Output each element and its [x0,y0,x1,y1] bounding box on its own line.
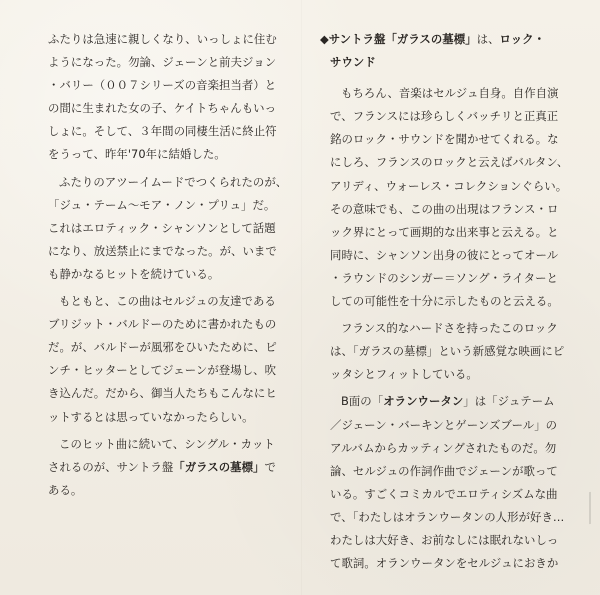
text-line [48,456,299,479]
text-line: ットするとは思っていなかったらしい。 [48,409,254,424]
section-heading [320,28,575,74]
text-line: アリディ、ウォーレス・コレクションぐらい。 [330,178,568,193]
text-line: 論、セルジュの作詞作曲でジェーンが歌って [330,463,558,478]
right-text-column [320,28,575,575]
text-line: もちろん、音楽はセルジュ自身。自作自演 [341,86,559,101]
text-line: これはエロティック・シャンソンとして話題 [48,220,276,235]
single-cut-paragraph [48,433,299,502]
text-line: 銘のロック・サウンドを聞かせてくれる。な [330,132,559,147]
text-fragment: で [264,459,276,474]
page-fold [301,0,302,595]
left-text-column [48,28,299,502]
text-fragment: されるのが、サントラ盤 [48,459,174,474]
b-side-paragraph [330,390,575,575]
text-line: その意味でも、この曲の出現はフランス・ロ [330,201,559,216]
heading-line: サウンド [330,55,376,70]
text-line: ッタシとフィットしている。 [330,367,478,382]
text-line: ・バリー（００７シリーズの音楽担当者）と [48,78,277,93]
text-line: 同時に、シャンソン出身の彼にとってオール [330,247,559,262]
text-line: ある。 [48,482,83,497]
text-line: アルバムからカッティングされたものだ。勿 [330,440,557,455]
heading-line [320,28,575,51]
text-line: 「ジュ・テーム〜モア・ノン・プリュ」だ。 [48,197,276,212]
text-fragment: B面の「 [341,394,384,409]
text-line: ック界にとって画期的な出来事と云える。と [330,224,559,239]
text-line: ／ジェーン・バーキンとゲーンズブール」の [330,417,558,432]
text-line: き込んだ。だから、御当人たちもこんなにヒ [48,386,277,401]
text-line: しての可能性を十分に示したものと云える。 [330,294,559,309]
text-line: の間に生まれた女の子、ケイトちゃんもいっ [48,101,277,116]
text-line: ブリジット・バルドーのために書かれたもの [48,317,277,332]
text-line: しょに。そして、３年間の同棲生活に終止符 [48,124,277,139]
paper-edge-mark [589,492,591,524]
heading-emphasis: ◆サントラ盤「ガラスの墓標」 [320,32,477,46]
text-line: いる。すごくコミカルでエロティシズムな曲 [330,486,558,501]
text-line: て歌詞。オランウータンをセルジュにおきか [330,556,559,571]
text-line: もともと、この曲はセルジュの友達である [59,294,276,309]
heading-fragment: は、 [476,32,500,46]
text-line: は、「ガラスの墓標」という新感覚な映画にピ [330,344,565,359]
text-line: ンチ・ヒッターとしてジェーンが登場し、吹 [48,363,277,378]
origin-paragraph [48,290,299,429]
album-title-emphasis: 「ガラスの墓標」 [173,459,265,474]
text-line [330,390,575,413]
text-fragment: 」は「ジュテーム [463,394,555,409]
text-line: で、フランスには珍らしくバッチリと正真正 [330,109,559,124]
text-line: フランス的なハードさを持ったこのロック [341,321,558,336]
text-line: ・ラウンドのシンガー＝ソング・ライターと [330,270,558,285]
text-line: をうって、昨年'70年に結婚した。 [48,147,226,162]
text-line: わたしは大好き、お前なしには眠れないしっ [330,532,559,547]
heading-emphasis: ロック・ [499,32,546,46]
text-line: ようになった。勿論、ジェーンと前夫ジョン [48,55,277,70]
text-line: になり、放送禁止にまでなった。が、いまで [48,243,277,258]
song-paragraph [48,171,299,286]
film-paragraph [330,317,575,386]
text-line: だ。が、バルドーが風邪をひいたために、ピ [48,340,277,355]
music-paragraph [330,82,575,313]
intro-paragraph [48,28,299,167]
song-title-emphasis: オランウータン [383,394,464,409]
text-line: で、「わたしはオランウータンの人形が好き… [330,509,565,524]
text-line: も静かなるヒットを続けている。 [48,266,220,281]
text-line: このヒット曲に続いて、シングル・カット [59,436,275,451]
text-line: にしろ、フランスのロックと云えばバルタン、 [330,155,569,170]
text-line: ふたりは急速に親しくなり、いっしょに住む [48,32,277,46]
text-line: ふたりのアツーイムードでつくられたのが、 [59,174,288,189]
